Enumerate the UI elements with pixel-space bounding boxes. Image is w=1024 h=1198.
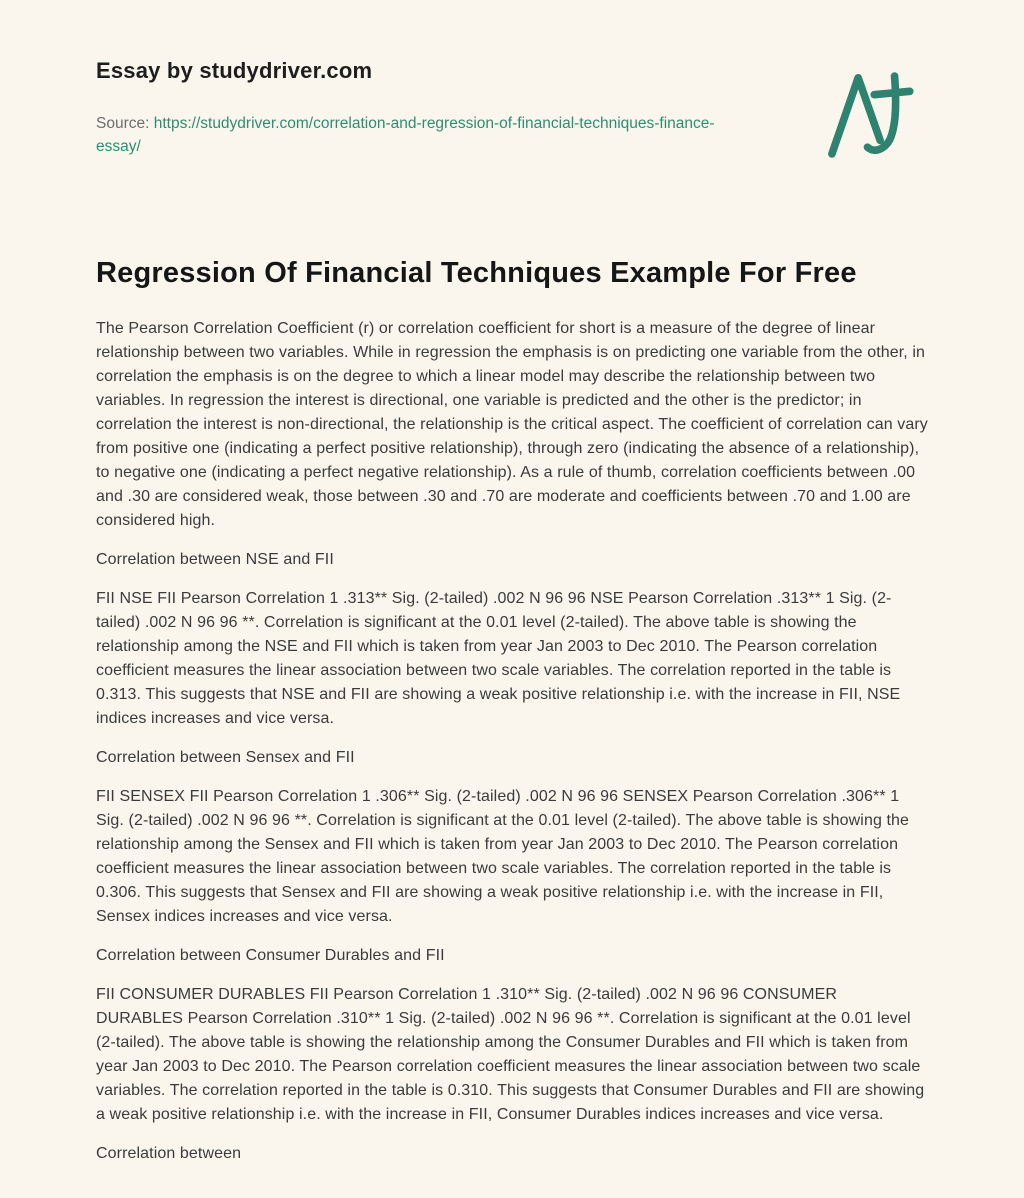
section-heading-nse: Correlation between NSE and FII xyxy=(96,550,334,568)
studydriver-logo xyxy=(826,68,914,162)
essay-body xyxy=(96,256,928,1166)
essay-title: Regression Of Financial Techniques Example For Free xyxy=(96,257,857,289)
paragraph-consumer-durables: FII CONSUMER DURABLES FII Pearson Correlation 1 .310** Sig. (2-tailed) .002 N 96 96 CONSUMER DURABLES Pearson Correlation .310** 1 Sig. (2-tailed) .002 N 96 96 **. Correlation is significant at the 0.01 level (2-tailed). The above table is showing the relationship among the Consumer Durables and FII which is taken from year Jan 2003 to Dec 2010. The Pearson correlation coefficient measures the linear association between two scale variables. The correlation reported in the table is 0.310. This suggests that Consumer Durables and FII are showing a weak positive relationship i.e. with the increase in FII, Consumer Durables indices increases and vice versa. xyxy=(96,985,925,1123)
paragraph-nse: FII NSE FII Pearson Correlation 1 .313** Sig. (2-tailed) .002 N 96 96 NSE Pearson Correlation .313** 1 Sig. (2-tailed) .002 N 96 96 **. Correlation is significant at the 0.01 level (2-tailed). The above table is showing the relationship among the NSE and FII which is taken from year Jan 2003 to Dec 2010. The Pearson correlation coefficient measures the linear association between two scale variables. The correlation reported in the table is 0.313. This suggests that NSE and FII are showing a weak positive relationship i.e. with the increase in FII, NSE indices increases and vice versa. xyxy=(96,589,901,727)
paragraph-sensex: FII SENSEX FII Pearson Correlation 1 .306** Sig. (2-tailed) .002 N 96 96 SENSEX Pearson Correlation .306** 1 Sig. (2-tailed) .002 N 96 96 **. Correlation is significant at the 0.01 level (2-tailed). The above table is showing the relationship among the Sensex and FII which is taken from year Jan 2003 to Dec 2010. The Pearson correlation coefficient measures the linear association between two scale variables. The correlation reported in the table is 0.306. This suggests that Sensex and FII are showing a weak positive relationship i.e. with the increase in FII, Sensex indices increases and vice versa. xyxy=(96,787,910,925)
page-header xyxy=(96,58,928,162)
header-left xyxy=(96,58,726,159)
logo-mark-icon xyxy=(826,68,914,162)
source-label: Source: xyxy=(96,115,150,132)
section-heading-truncated: Correlation between xyxy=(96,1144,242,1162)
source-line xyxy=(96,112,726,159)
section-heading-sensex: Correlation between Sensex and FII xyxy=(96,748,355,766)
section-heading-consumer-durables: Correlation between Consumer Durables and FII xyxy=(96,946,445,964)
essay-content xyxy=(96,317,928,1166)
byline: Essay by studydriver.com xyxy=(96,58,373,83)
source-link[interactable]: https://studydriver.com/correlation-and-regression-of-financial-techniques-finance-essay/ xyxy=(96,115,715,156)
paragraph-intro: The Pearson Correlation Coefficient (r) or correlation coefficient for short is a measure of the degree of linear relationship between two variables. While in regression the emphasis is on predicting one variable from the other, in correlation the emphasis is on the degree to which a linear model may describe the relationship between two variables. In regression the interest is directional, one variable is predicted and the other is the predictor; in correlation the interest is non-directional, the relationship is the critical aspect. The coefficient of correlation can vary from positive one (indicating a perfect positive relationship), through zero (indicating the absence of a relationship), to negative one (indicating a perfect negative relationship). As a rule of thumb, correlation coefficients between .00 and .30 are considered weak, those between .30 and .70 are moderate and coefficients between .70 and 1.00 are considered high. xyxy=(96,319,928,529)
